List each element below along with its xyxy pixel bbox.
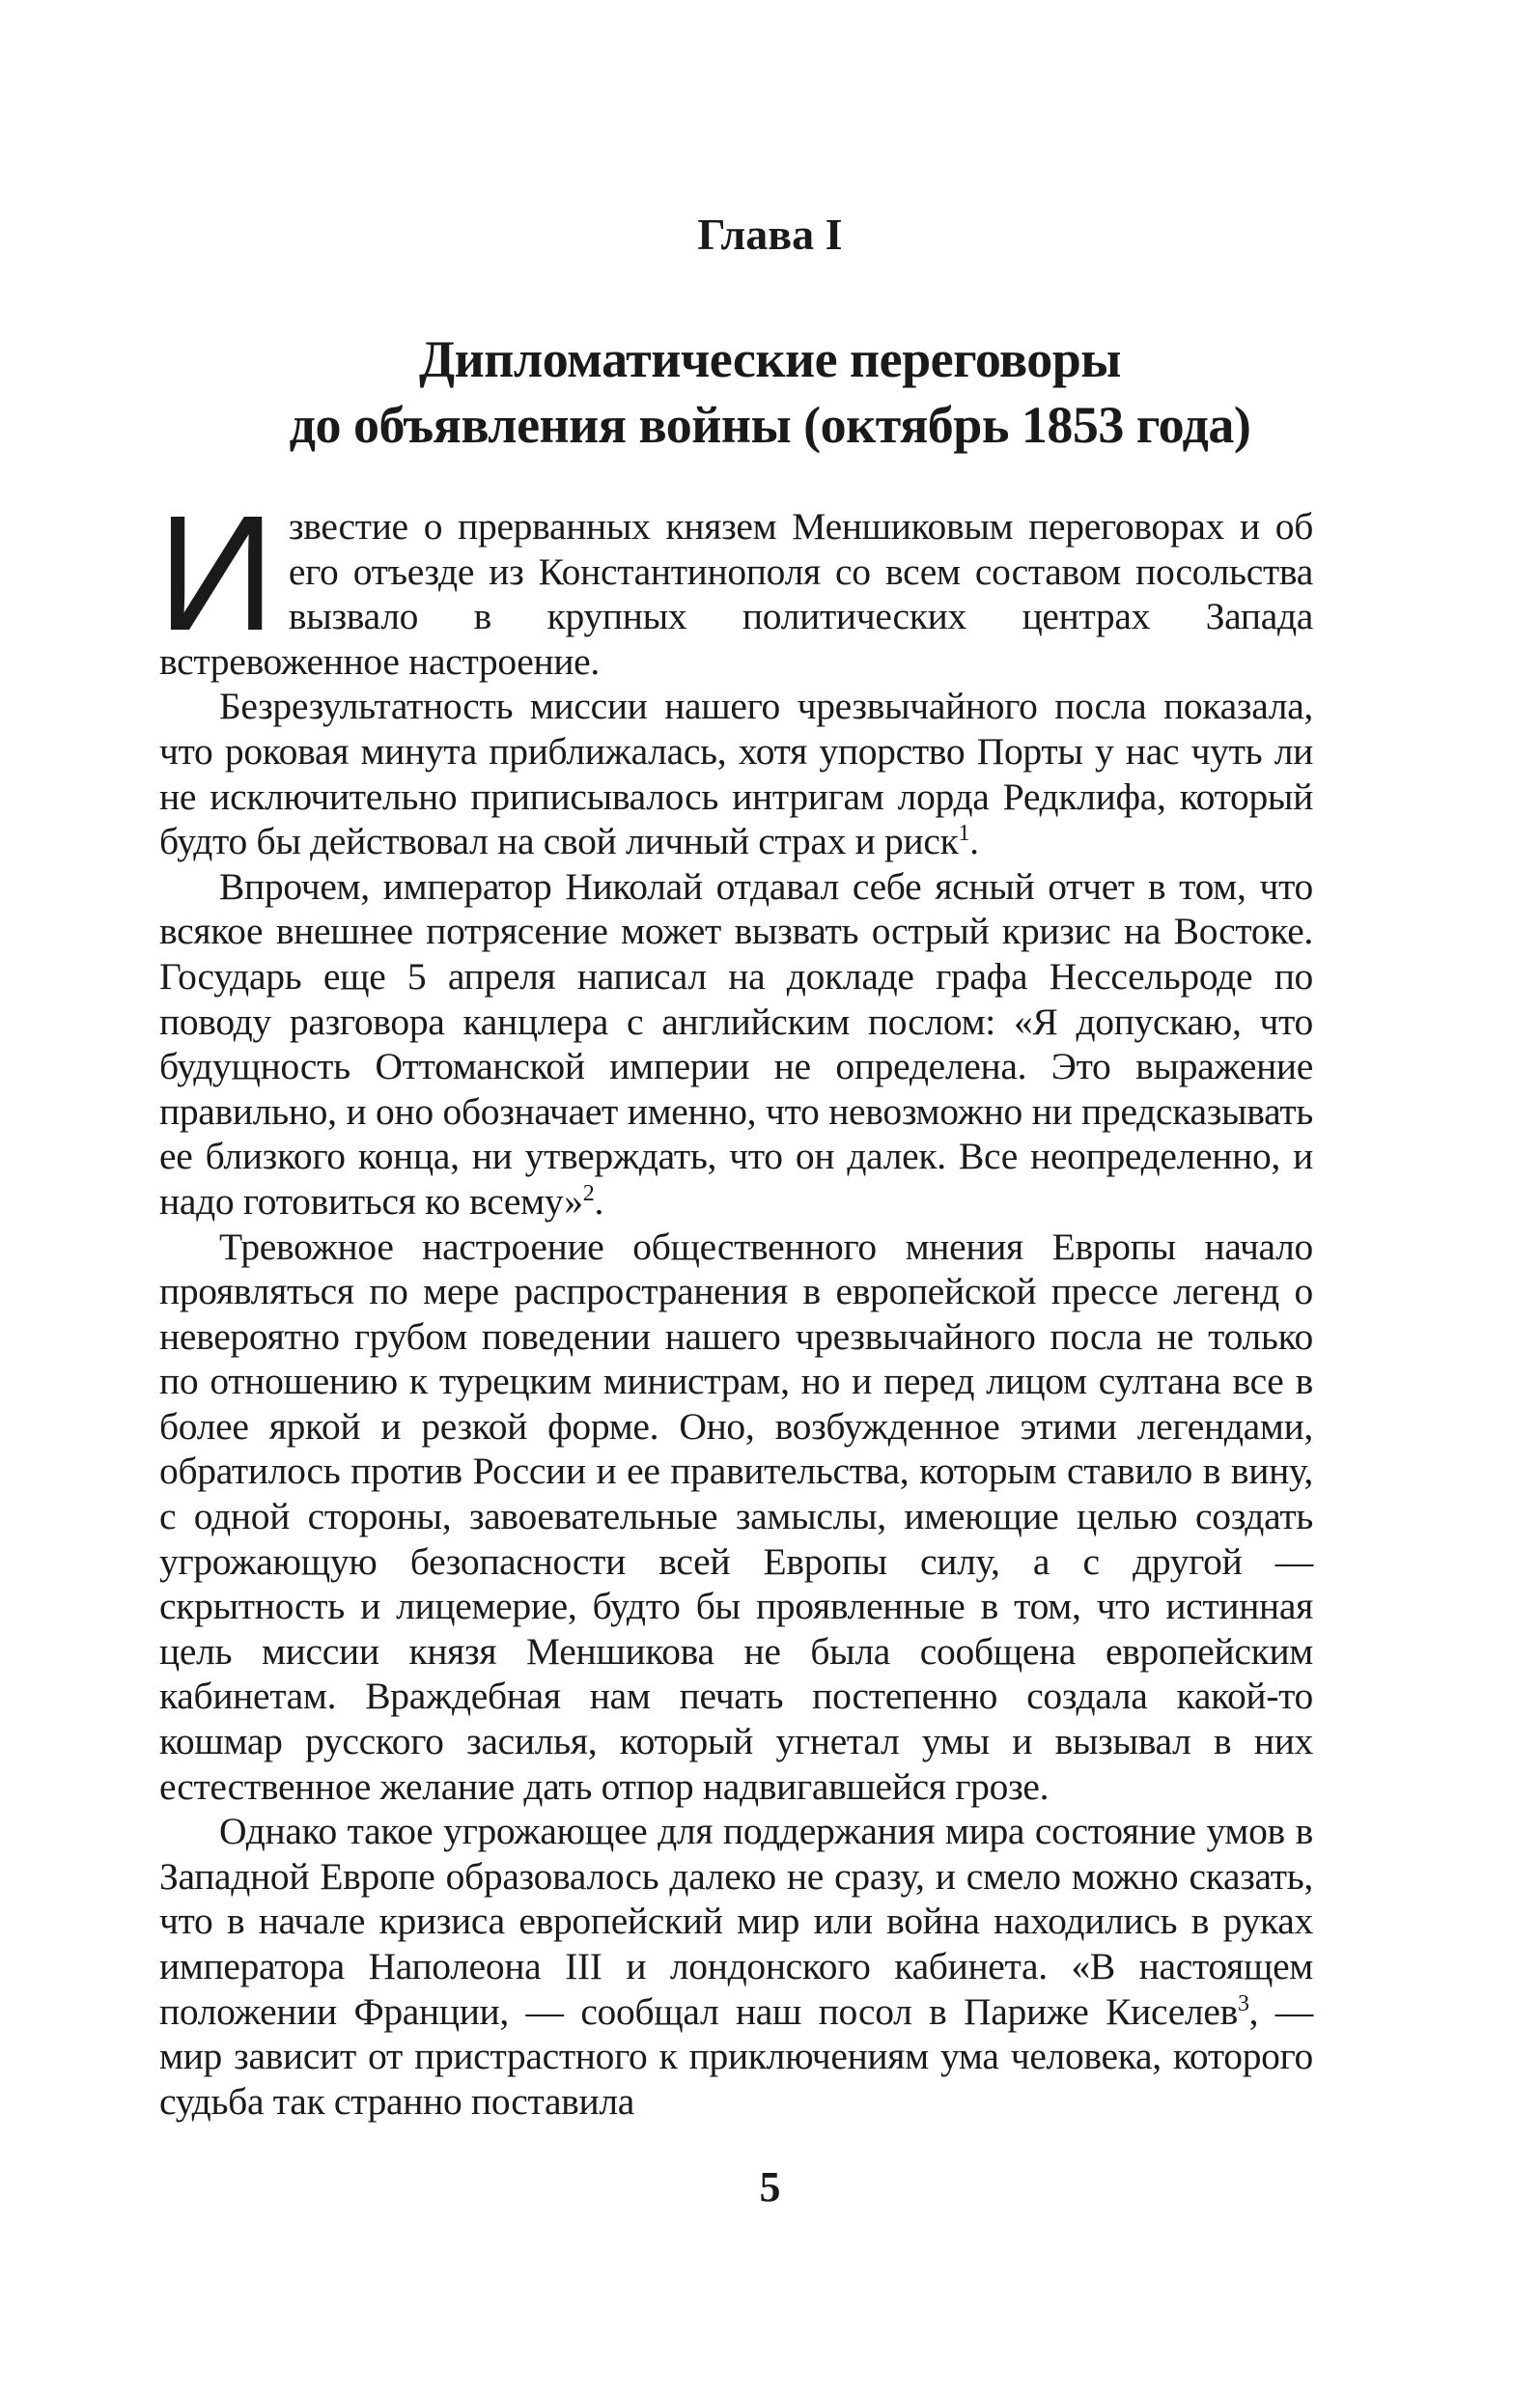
body-text (157, 482, 1313, 2124)
paragraph-2-text: Безрезультатность миссии нашего чрезвычайного посла показала, что роковая минута приближалась, хотя упорство Порты у нас чуть ли не исключительно приписывалось интригам лорда Редклифа, который будто бы действовал на свой личный страх и риск (159, 685, 1313, 863)
chapter-label: Глава I (697, 210, 843, 259)
paragraph-5-text-b: , — мир зависит от пристрастного к приключениям ума человека, которого судьба так странно поставила (159, 1989, 1313, 2123)
footnote-ref-3[interactable]: 3 (1237, 1990, 1249, 2016)
paragraph-2 (159, 684, 1313, 863)
paragraph-5-text-a: Однако такое угрожающее для поддержания мира состояние умов в Западной Европе образовалось далеко не сразу, и смело можно сказать, что в начале кризиса европейский мир или война находились в руках императора Наполеона III и лондонского кабинета. «В настоящем положении Франции, — сообщал наш посол в Париже Киселев (159, 1810, 1313, 2033)
chapter-title-line-2: до объявления войны (октябрь 1853 года) (289, 396, 1251, 454)
footnote-ref-2[interactable]: 2 (582, 1180, 595, 1206)
paragraph-1-text: звестие о прерванных князем Меншиковым переговорах и об его отъезде из Константинополя со всем составом посольства вызвало в крупных политических центрах Запада встревоженное настроение. (159, 505, 1313, 683)
paragraph-1 (157, 482, 1313, 684)
footnote-ref-1[interactable]: 1 (958, 821, 970, 846)
paragraph-4-text: Тревожное настроение общественного мнения Европы начало проявляться по мере распространения в европейской прессе легенд о невероятно грубом поведении нашего чрезвычайного посла не только по отношению к турецким министрам, но и перед лицом султана все в более яркой и резкой форме. Оно, возбужденное этими легендами, обратилось против России и ее правительства, которым ставило в вину, с одной стороны, завоевательные замыслы, имеющие целью создать угрожающую безопасности всей Европы силу, а с другой — скрытность и лицемерие, будто бы проявленные в том, что истинная цель миссии князя Меншикова не была сообщена европейским кабинетам. Враждебная нам печать постепенно создала какой-то кошмар русского засилья, который угнетал умы и вызывал в них естественное желание дать отпор надвигавшейся грозе. (159, 1225, 1313, 1808)
chapter-title-line-1: Дипломатические переговоры (419, 330, 1121, 388)
paragraph-3 (159, 864, 1313, 1225)
page-number: 5 (759, 2163, 781, 2211)
paragraph-2-tail: . (969, 820, 979, 863)
paragraph-4 (159, 1225, 1313, 1810)
chapter-title (0, 326, 1540, 458)
paragraph-3-tail: . (594, 1179, 604, 1223)
drop-cap: И (157, 482, 275, 665)
paragraph-5 (159, 1809, 1313, 2124)
paragraph-3-text: Впрочем, император Николай отдавал себе ясный отчет в том, что всякое внешнее потрясение может вызвать острый кризис на Востоке. Государь еще 5 апреля написал на докладе графа Нессельроде по поводу разговора канцлера с английским послом: «Я допускаю, что будущность Оттоманской империи не определена. Это выражение правильно, и оно обозначает именно, что невозможно ни предсказывать ее близкого конца, ни утверждать, что он далек. Все неопределенно, и надо готовиться ко всему» (159, 864, 1313, 1223)
